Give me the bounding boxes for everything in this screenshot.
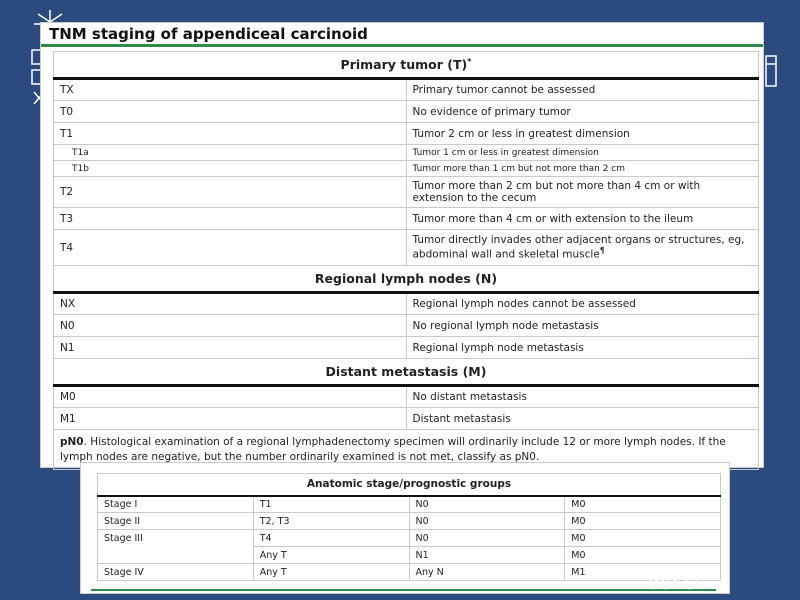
table-row [98, 564, 721, 581]
stage-code-cell: T2 [54, 177, 407, 208]
table-row [98, 530, 721, 547]
description-text: No regional lymph node metastasis [412, 319, 599, 332]
description-cell [406, 145, 759, 161]
description-cell [406, 101, 759, 123]
table-row [54, 230, 759, 266]
section-heading [54, 359, 759, 386]
footnote-mark: ¶ [599, 246, 605, 256]
stage-stage-cell [98, 547, 254, 564]
table-row [54, 123, 759, 145]
description-cell [406, 293, 759, 315]
description-cell [406, 230, 759, 266]
section-header-row [54, 52, 759, 79]
stage-m-cell: M0 [565, 496, 721, 513]
footnote-mark: * [467, 56, 472, 66]
table-row [54, 315, 759, 337]
stage-m-cell: M0 [565, 547, 721, 564]
table-row [54, 293, 759, 315]
description-text: No distant metastasis [412, 391, 527, 403]
stage-code-cell: T4 [54, 230, 407, 266]
description-cell [406, 408, 759, 430]
stage-n-cell: N0 [409, 530, 565, 547]
divider [91, 589, 716, 591]
description-cell [406, 337, 759, 359]
stage-code-cell: NX [54, 293, 407, 315]
stage-n-cell: N0 [409, 496, 565, 513]
stage-t-cell: T4 [253, 530, 409, 547]
description-text: Primary tumor cannot be assessed [412, 84, 596, 96]
description-cell [406, 208, 759, 230]
stage-document [80, 462, 730, 594]
description-text: Tumor directly invades other adjacent organs or structures, eg, abdominal wall and skeletal muscle [412, 234, 745, 261]
ornament-icon [762, 52, 782, 92]
stage-code-cell: M0 [54, 386, 407, 408]
section-header-row [54, 266, 759, 293]
description-cell [406, 315, 759, 337]
description-cell [406, 123, 759, 145]
stage-code-cell: N1 [54, 337, 407, 359]
table-row [54, 101, 759, 123]
table-row [98, 496, 721, 513]
table-row [54, 208, 759, 230]
section-header-row [54, 359, 759, 386]
stage-m-cell: M0 [565, 513, 721, 530]
tnm-document [40, 22, 764, 468]
stage-code-cell: TX [54, 79, 407, 101]
section-heading-text: Primary tumor (T) [340, 57, 468, 73]
stage-stage-cell: Stage III [98, 530, 254, 547]
slide-ornament [762, 52, 782, 92]
description-text: Tumor more than 4 cm or with extension to the ileum [412, 212, 694, 225]
stage-code-cell: T0 [54, 101, 407, 123]
section-heading [54, 266, 759, 293]
stage-code-cell: T3 [54, 208, 407, 230]
description-text: Distant metastasis [412, 412, 511, 425]
table-row [54, 408, 759, 430]
description-text: Tumor more than 2 cm but not more than 4 cm or with extension to the cecum [412, 180, 701, 204]
stage-t-cell: Any T [253, 547, 409, 564]
stage-code-cell: T1a [54, 145, 407, 161]
stage-stage-cell: Stage I [98, 496, 254, 513]
table-row [54, 79, 759, 101]
table-row [54, 161, 759, 177]
stage-code-cell: N0 [54, 315, 407, 337]
table-row [98, 547, 721, 564]
stage-table [97, 473, 721, 581]
description-cell [406, 386, 759, 408]
table-row [54, 337, 759, 359]
description-text: Regional lymph node metastasis [412, 341, 584, 354]
stage-n-cell: N0 [409, 513, 565, 530]
stage-n-cell: Any N [409, 564, 565, 581]
stage-stage-cell: Stage IV [98, 564, 254, 581]
description-text: Tumor 2 cm or less in greatest dimension [412, 127, 630, 140]
description-text: Regional lymph nodes cannot be assessed [412, 298, 636, 310]
stage-m-cell: M0 [565, 530, 721, 547]
description-cell [406, 161, 759, 177]
stage-table-heading: Anatomic stage/prognostic groups [98, 474, 721, 496]
description-text: Tumor more than 1 cm but not more than 2 cm [412, 163, 626, 174]
section-heading-text: Regional lymph nodes (N) [314, 271, 498, 286]
footnote-lead: pN0 [60, 435, 84, 448]
table-row [54, 177, 759, 208]
stage-stage-cell: Stage II [98, 513, 254, 530]
stage-t-cell: Any T [253, 564, 409, 581]
table-row [54, 386, 759, 408]
document-title: TNM staging of appendiceal carcinoid [41, 23, 763, 47]
stage-t-cell: T2, T3 [253, 513, 409, 530]
table-row [98, 513, 721, 530]
stage-code-cell: M1 [54, 408, 407, 430]
description-text: No evidence of primary tumor [412, 105, 571, 118]
section-heading-text: Distant metastasis (M) [325, 364, 487, 379]
footer-url-text: dor.cl [648, 572, 700, 594]
stage-code-cell: T1 [54, 123, 407, 145]
stage-n-cell: N1 [409, 547, 565, 564]
description-text: Tumor 1 cm or less in greatest dimension [412, 147, 599, 158]
stage-table-header-row [98, 474, 721, 496]
footnote-text: . Histological examination of a regional lymphadenectomy specimen will ordinarily include 12 or more lymph nodes. If the lymph nodes are negative, but the number ordinarily examined is not met, classify as pN0. [60, 435, 726, 463]
description-cell [406, 177, 759, 208]
stage-t-cell: T1 [253, 496, 409, 513]
table-row [54, 145, 759, 161]
description-cell [406, 79, 759, 101]
tnm-table [53, 51, 759, 470]
section-heading [54, 52, 759, 79]
stage-code-cell: T1b [54, 161, 407, 177]
stage-m-cell: M1 [565, 564, 721, 581]
